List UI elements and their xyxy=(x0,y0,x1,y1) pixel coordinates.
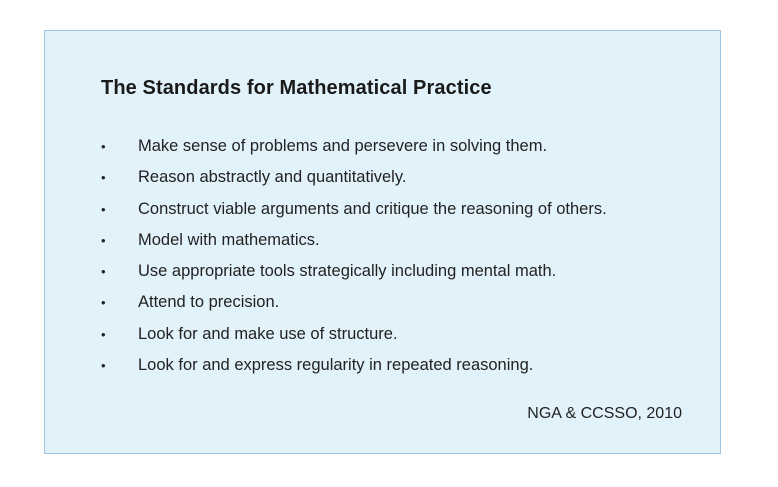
bullet-icon: • xyxy=(101,358,106,374)
practice-text: Model with mathematics. xyxy=(138,230,320,249)
bullet-icon: • xyxy=(101,264,106,280)
card-title: The Standards for Mathematical Practice xyxy=(101,77,492,99)
standards-card xyxy=(44,30,721,454)
practice-text: Make sense of problems and persevere in solving them. xyxy=(138,137,548,155)
practice-text: Reason abstractly and quantitatively. xyxy=(138,168,407,187)
bullet-icon: • xyxy=(101,170,106,186)
bullet-icon: • xyxy=(101,232,106,248)
citation: NGA & CCSSO, 2010 xyxy=(527,405,682,422)
practice-text: Construct viable arguments and critique the reasoning of others. xyxy=(138,199,607,218)
bullet-icon: • xyxy=(101,139,106,154)
practice-text: Look for and express regularity in repeated reasoning. xyxy=(138,356,534,375)
practice-text: Use appropriate tools strategically including mental math. xyxy=(138,262,557,281)
bullet-icon: • xyxy=(101,326,106,342)
practice-text: Attend to precision. xyxy=(138,293,280,312)
bullet-icon: • xyxy=(101,201,106,217)
bullet-icon: • xyxy=(101,295,106,311)
practice-text: Look for and make use of structure. xyxy=(138,324,398,343)
